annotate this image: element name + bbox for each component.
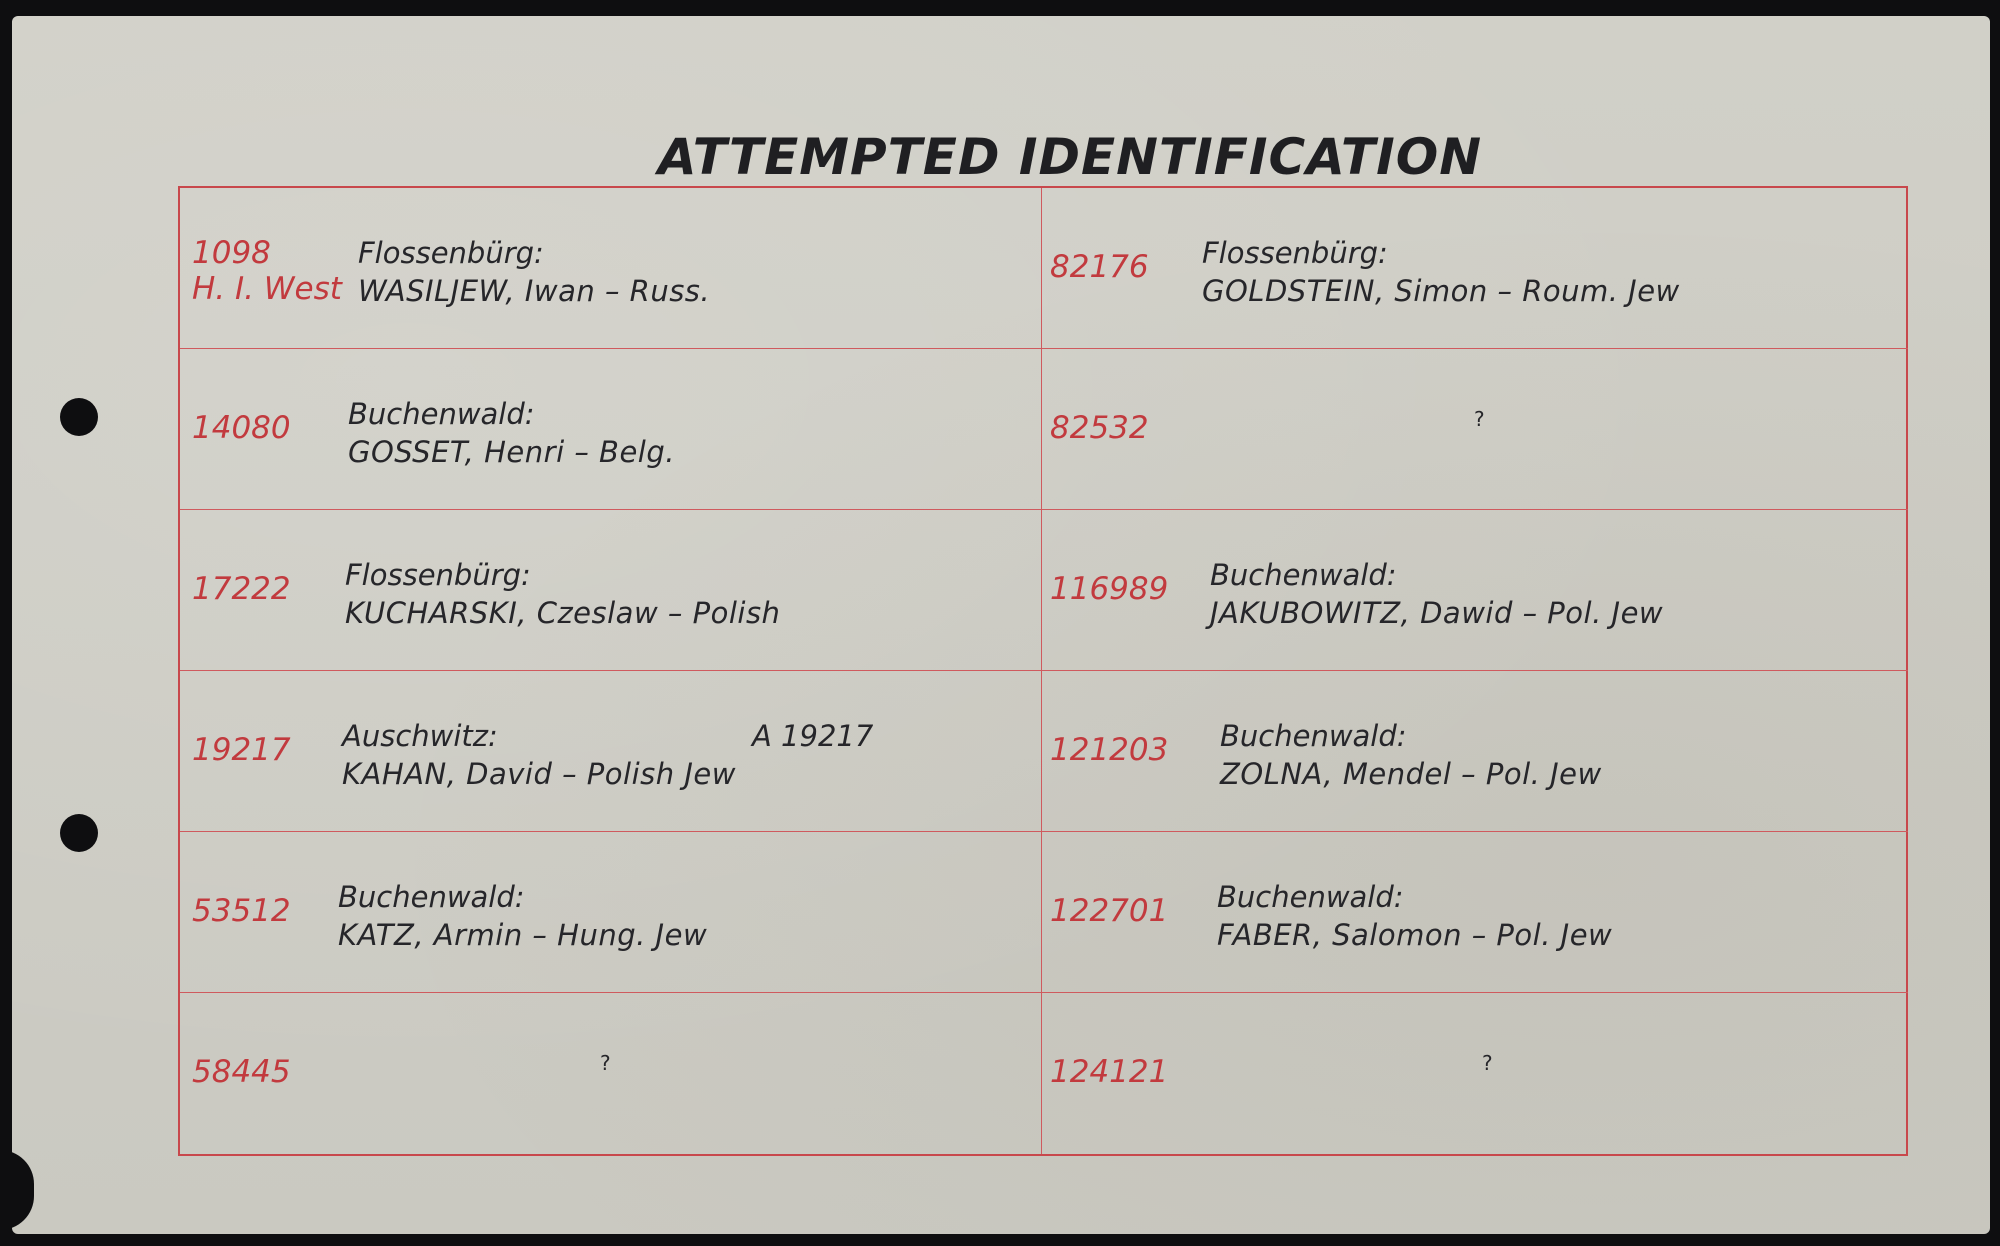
identification-table [178, 186, 1908, 1156]
identification-entry [345, 556, 780, 632]
camp-number: A 19217 [752, 719, 874, 753]
person-name: FABER, Salomon – Pol. Jew [1217, 918, 1613, 952]
table-cell [180, 510, 1042, 671]
unknown-mark: ? [1474, 407, 1485, 431]
camp-label: Buchenwald: [1220, 719, 1407, 753]
identification-entry [342, 717, 874, 793]
identification-entry [358, 234, 710, 310]
table-cell [1042, 349, 1908, 510]
person-name: KAHAN, David – Polish Jew [342, 757, 736, 791]
camp-name: Auschwitz: [342, 719, 498, 753]
identification-entry [1217, 878, 1612, 954]
camp-label: Buchenwald: [338, 880, 525, 914]
table-cell [180, 993, 1042, 1154]
camp-label [342, 717, 874, 755]
prisoner-number: 58445 [192, 1054, 291, 1090]
camp-label: Buchenwald: [1217, 880, 1404, 914]
table-cell [180, 188, 1042, 349]
prisoner-number-note: H. I. West [192, 270, 342, 307]
prisoner-number: 53512 [192, 893, 291, 929]
unknown-mark: ? [600, 1051, 611, 1075]
table-cell [1042, 510, 1908, 671]
person-name: GOSSET, Henri – Belg. [348, 435, 675, 469]
prisoner-number: 116989 [1050, 571, 1169, 607]
prisoner-number-value: 1098 [192, 235, 271, 271]
camp-label: Flossenbürg: [1202, 236, 1388, 270]
table-cell [180, 671, 1042, 832]
camp-label: Flossenbürg: [345, 558, 531, 592]
prisoner-number: 121203 [1050, 732, 1169, 768]
prisoner-number: 82176 [1050, 249, 1149, 285]
identification-entry [338, 878, 707, 954]
prisoner-number: 122701 [1050, 893, 1169, 929]
table-cell [180, 832, 1042, 993]
person-name: KATZ, Armin – Hung. Jew [338, 918, 708, 952]
unknown-mark: ? [1482, 1051, 1493, 1075]
prisoner-number: 14080 [192, 410, 291, 446]
identification-entry [348, 395, 675, 471]
camp-label: Flossenbürg: [358, 236, 544, 270]
person-name: KUCHARSKI, Czeslaw – Polish [345, 596, 781, 630]
identification-entry [1202, 234, 1680, 310]
person-name: JAKUBOWITZ, Dawid – Pol. Jew [1210, 596, 1664, 630]
prisoner-number: 17222 [192, 571, 291, 607]
table-cell [180, 349, 1042, 510]
table-cell [1042, 671, 1908, 832]
table-cell [1042, 832, 1908, 993]
person-name: WASILJEW, Iwan – Russ. [358, 274, 711, 308]
prisoner-number: 19217 [192, 732, 291, 768]
punch-hole-icon [60, 814, 98, 852]
person-name: GOLDSTEIN, Simon – Roum. Jew [1202, 274, 1680, 308]
camp-label: Buchenwald: [348, 397, 535, 431]
prisoner-number: 82532 [1050, 410, 1149, 446]
prisoner-number: 124121 [1050, 1054, 1169, 1090]
table-cell [1042, 188, 1908, 349]
camp-label: Buchenwald: [1210, 558, 1397, 592]
page-title: ATTEMPTED IDENTIFICATION [657, 128, 1483, 186]
identification-entry [1210, 556, 1663, 632]
table-cell [1042, 993, 1908, 1154]
prisoner-number [192, 236, 342, 307]
punch-hole-icon [60, 398, 98, 436]
person-name: ZOLNA, Mendel – Pol. Jew [1220, 757, 1602, 791]
identification-entry [1220, 717, 1602, 793]
